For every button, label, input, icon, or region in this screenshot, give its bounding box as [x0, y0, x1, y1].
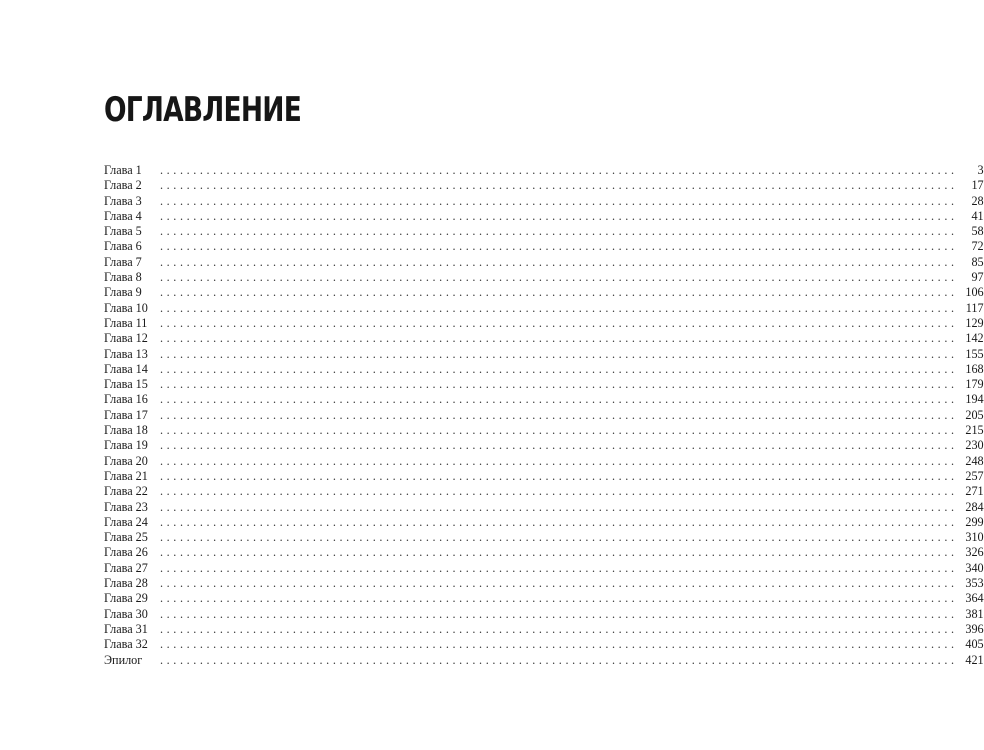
toc-entry-page-number: 271	[965, 484, 984, 499]
toc-entry	[104, 407, 984, 423]
toc-entry	[104, 576, 984, 591]
toc-entry-label: Глава 28	[104, 576, 148, 591]
toc-entry-label: Глава 10	[104, 300, 148, 315]
dot-leader: ........................................................................................................................	[160, 530, 958, 545]
toc-entry	[104, 591, 984, 606]
toc-entry	[104, 178, 984, 193]
toc-entry-label: Глава 26	[104, 545, 148, 560]
dot-leader: ........................................................................................................................	[160, 377, 958, 392]
toc-entry-label: Глава 31	[104, 621, 148, 636]
dot-leader: ........................................................................................................................	[160, 346, 958, 361]
dot-leader: ........................................................................................................................	[160, 514, 958, 529]
dot-leader: ........................................................................................................................	[160, 560, 958, 575]
toc-entry-label: Глава 18	[104, 423, 148, 438]
toc-entry-page-number: 215	[965, 423, 984, 438]
dot-leader: ........................................................................................................................	[160, 193, 958, 208]
toc-entry-label: Глава 17	[104, 407, 148, 422]
toc-entry-label: Глава 5	[104, 224, 142, 239]
dot-leader: ........................................................................................................................	[160, 652, 958, 667]
toc-entry-page-number: 284	[965, 499, 984, 514]
toc-entry-label: Глава 3	[104, 193, 142, 208]
toc-entry-page-number: 194	[965, 392, 984, 407]
toc-entry-label: Глава 20	[104, 453, 148, 468]
toc-entry-label: Глава 23	[104, 499, 148, 514]
toc-entry-page-number: 142	[965, 331, 984, 346]
toc-entry	[104, 468, 984, 484]
toc-entry	[104, 438, 984, 453]
toc-entry-page-number: 381	[965, 606, 984, 621]
toc-entry-page-number: 310	[965, 530, 984, 545]
toc-entry	[104, 239, 984, 254]
dot-leader: ........................................................................................................................	[160, 254, 958, 269]
toc-entry	[104, 545, 984, 560]
toc-entry-label: Глава 30	[104, 606, 148, 621]
toc-entry-page-number: 117	[965, 300, 984, 315]
dot-leader: ........................................................................................................................	[160, 270, 958, 285]
toc-entry-page-number: 230	[965, 438, 984, 453]
toc-entry	[104, 392, 984, 407]
toc-entry-page-number: 340	[965, 560, 984, 575]
toc-entry	[104, 270, 984, 285]
page-title: ОГЛАВЛЕНИЕ	[104, 90, 302, 130]
toc-entry-page-number: 97	[971, 270, 984, 285]
toc-entry-label: Глава 16	[104, 392, 148, 407]
toc-entry	[104, 484, 984, 499]
dot-leader: ........................................................................................................................	[160, 392, 958, 407]
dot-leader: ........................................................................................................................	[160, 468, 958, 483]
toc-entry-label: Глава 21	[104, 468, 148, 483]
toc-entry	[104, 208, 984, 224]
toc-entry-label: Глава 27	[104, 560, 148, 575]
toc-entry-page-number: 85	[971, 254, 984, 269]
toc-entry-page-number: 3	[977, 163, 984, 177]
dot-leader: ........................................................................................................................	[160, 300, 958, 315]
toc-entry-page-number: 168	[965, 361, 984, 376]
dot-leader: ........................................................................................................................	[160, 315, 958, 330]
toc-entry-label: Эпилог	[104, 652, 143, 667]
dot-leader: ........................................................................................................................	[160, 545, 958, 560]
toc-entry	[104, 621, 984, 637]
toc-entry	[104, 606, 984, 622]
toc-entry-page-number: 257	[965, 468, 984, 483]
dot-leader: ........................................................................................................................	[160, 361, 958, 376]
toc-entry-page-number: 396	[965, 621, 984, 636]
dot-leader: ........................................................................................................................	[160, 208, 958, 223]
toc-entry	[104, 361, 984, 377]
toc-entry-label: Глава 25	[104, 530, 148, 545]
dot-leader: ........................................................................................................................	[160, 637, 958, 652]
toc-entry-page-number: 248	[965, 453, 984, 468]
toc-entry-label: Глава 8	[104, 270, 142, 285]
toc-entry-label: Глава 29	[104, 591, 148, 606]
toc-entry-page-number: 155	[965, 346, 984, 361]
dot-leader: ........................................................................................................................	[160, 163, 958, 177]
dot-leader: ........................................................................................................................	[160, 499, 958, 514]
toc-entry	[104, 193, 984, 209]
toc-entry-label: Глава 1	[104, 163, 142, 177]
toc-entry-page-number: 326	[965, 545, 984, 560]
toc-entry-label: Глава 15	[104, 377, 148, 392]
toc-entry-page-number: 129	[965, 315, 984, 330]
toc-entry	[104, 331, 984, 346]
dot-leader: ........................................................................................................................	[160, 484, 958, 499]
toc-entry	[104, 300, 984, 316]
toc-entry-page-number: 106	[965, 285, 984, 300]
toc-entry	[104, 560, 984, 576]
toc-entry	[104, 453, 984, 469]
table-of-contents	[104, 163, 984, 668]
dot-leader: ........................................................................................................................	[160, 621, 958, 636]
toc-entry-label: Глава 11	[104, 315, 148, 330]
toc-entry-page-number: 421	[965, 652, 984, 667]
toc-entry	[104, 514, 984, 530]
toc-entry-label: Глава 22	[104, 484, 148, 499]
toc-entry	[104, 163, 984, 178]
dot-leader: ........................................................................................................................	[160, 239, 958, 254]
toc-entry-label: Глава 14	[104, 361, 148, 376]
toc-entry-label: Глава 7	[104, 254, 142, 269]
toc-entry-page-number: 179	[965, 377, 984, 392]
dot-leader: ........................................................................................................................	[160, 453, 958, 468]
toc-entry-page-number: 28	[971, 193, 984, 208]
toc-entry	[104, 285, 984, 300]
toc-entry	[104, 377, 984, 392]
toc-entry	[104, 254, 984, 270]
dot-leader: ........................................................................................................................	[160, 438, 958, 453]
toc-entry	[104, 346, 984, 362]
toc-entry	[104, 224, 984, 239]
toc-entry-label: Глава 4	[104, 208, 142, 223]
toc-entry-label: Глава 9	[104, 285, 142, 300]
toc-entry-page-number: 17	[971, 178, 984, 193]
toc-entry-page-number: 58	[971, 224, 984, 239]
toc-entry-page-number: 299	[965, 514, 984, 529]
dot-leader: ........................................................................................................................	[160, 591, 958, 606]
toc-entry	[104, 315, 984, 331]
dot-leader: ........................................................................................................................	[160, 576, 958, 591]
toc-entry-label: Глава 12	[104, 331, 148, 346]
toc-entry	[104, 499, 984, 515]
toc-entry-page-number: 72	[971, 239, 984, 254]
dot-leader: ........................................................................................................................	[160, 178, 958, 193]
toc-entry	[104, 530, 984, 545]
toc-entry-label: Глава 32	[104, 637, 148, 652]
toc-entry-label: Глава 13	[104, 346, 148, 361]
toc-entry	[104, 637, 984, 652]
dot-leader: ........................................................................................................................	[160, 224, 958, 239]
toc-entry-label: Глава 24	[104, 514, 148, 529]
dot-leader: ........................................................................................................................	[160, 606, 958, 621]
toc-entry	[104, 652, 984, 668]
toc-entry-label: Глава 6	[104, 239, 142, 254]
toc-entry-page-number: 364	[965, 591, 984, 606]
dot-leader: ........................................................................................................................	[160, 423, 958, 438]
toc-entry-label: Глава 2	[104, 178, 142, 193]
toc-entry-page-number: 353	[965, 576, 984, 591]
toc-entry	[104, 423, 984, 438]
toc-entry-page-number: 41	[971, 208, 984, 223]
toc-entry-page-number: 205	[965, 407, 984, 422]
toc-entry-label: Глава 19	[104, 438, 148, 453]
dot-leader: ........................................................................................................................	[160, 407, 958, 422]
toc-entry-page-number: 405	[965, 637, 984, 652]
dot-leader: ........................................................................................................................	[160, 331, 958, 346]
dot-leader: ........................................................................................................................	[160, 285, 958, 300]
